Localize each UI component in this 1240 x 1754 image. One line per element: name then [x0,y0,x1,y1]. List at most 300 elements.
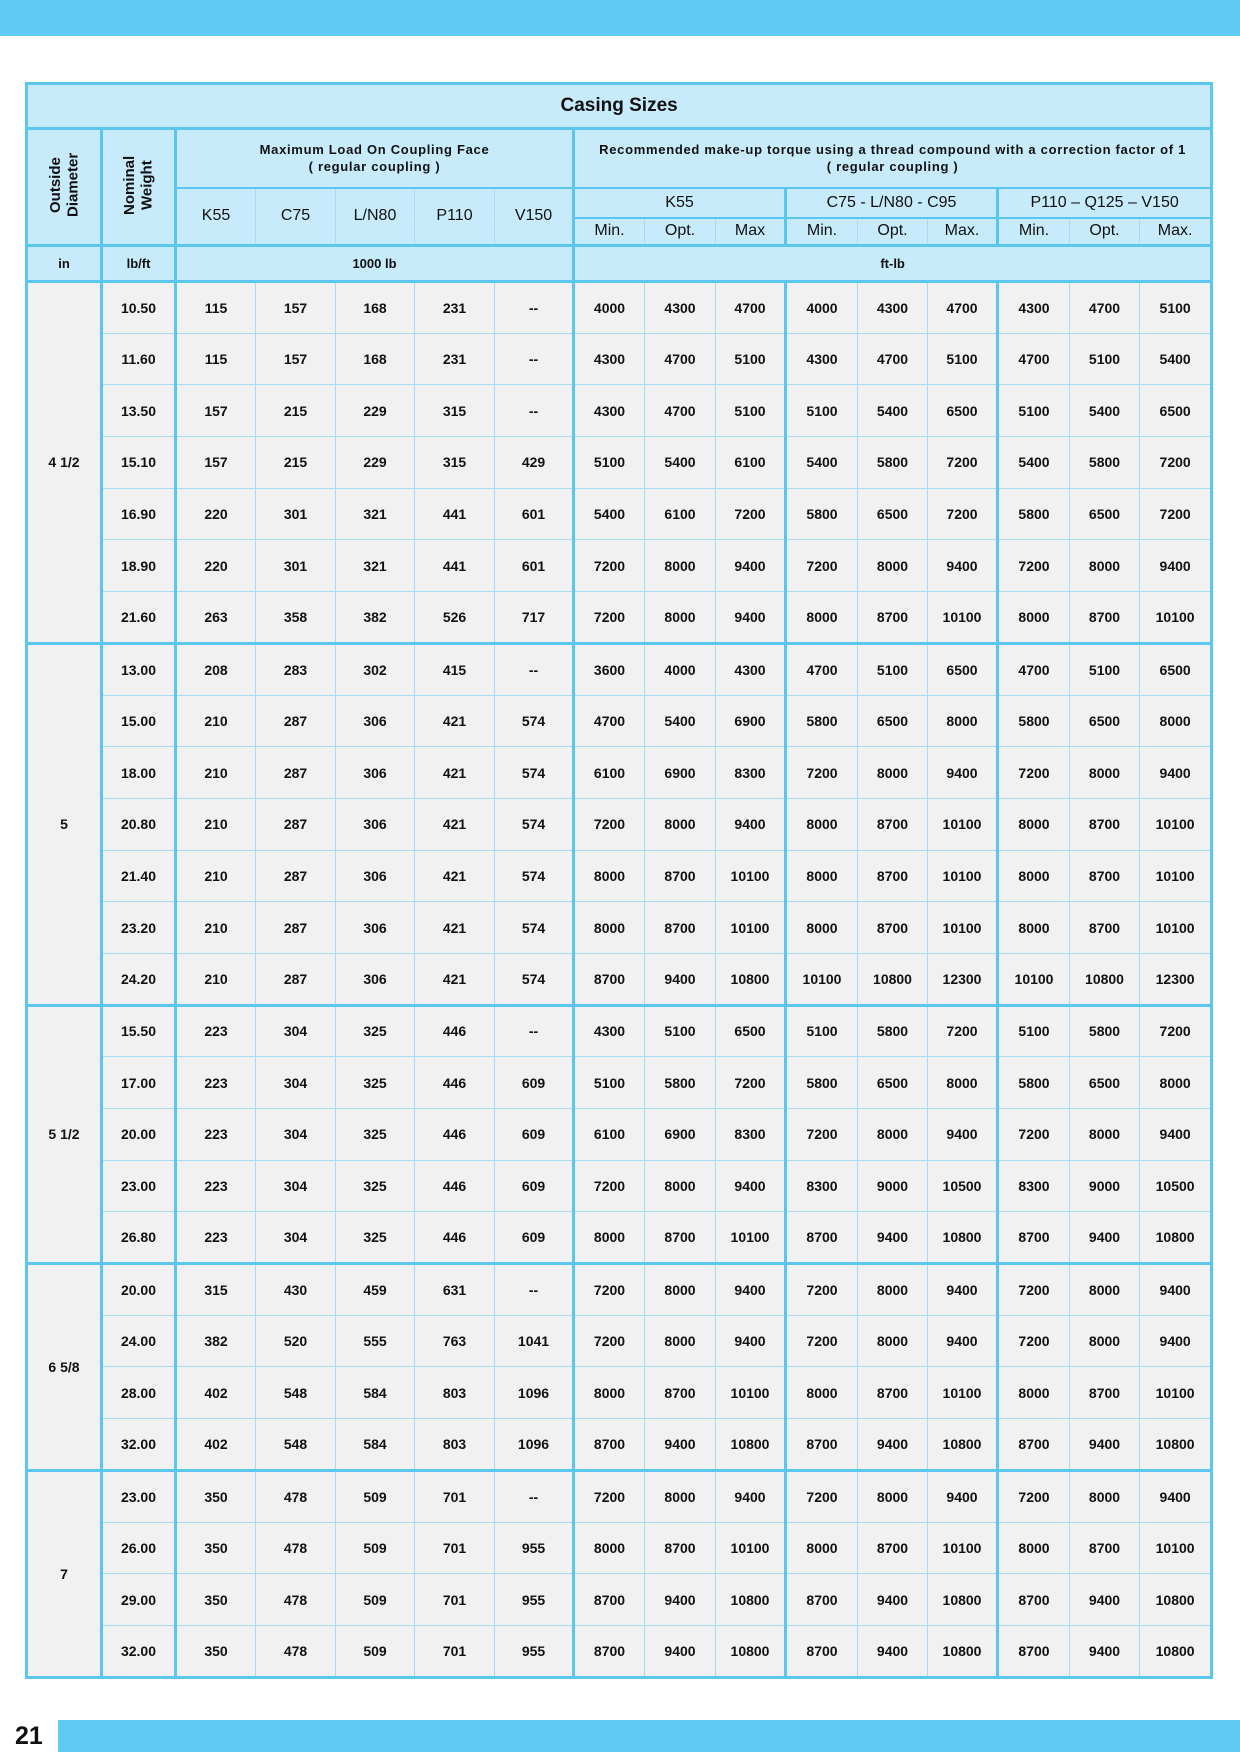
load-cell: 609 [495,1212,574,1264]
load-cell: 301 [256,488,336,540]
nominal-weight-cell: 23.00 [102,1470,176,1522]
torque-cell: 10800 [928,1625,998,1677]
load-cell: 574 [495,695,574,747]
load-cell: 478 [256,1470,336,1522]
torque-cell: 10100 [1140,902,1212,954]
load-cell: 325 [336,1212,415,1264]
load-unit: 1000 lb [176,246,574,282]
torque-cell: 8000 [858,747,928,799]
table-row [27,1005,1212,1057]
load-cell: 548 [256,1419,336,1471]
torque-cell: 8000 [574,902,645,954]
torque-cell: 8000 [786,850,858,902]
torque-cell: 4300 [574,333,645,385]
table-row [27,850,1212,902]
torque-cell: 4700 [998,643,1070,695]
torque-cell: 7200 [1140,437,1212,489]
table-row [27,902,1212,954]
outside-diameter-label: Outside Diameter [46,152,81,217]
torque-cell: 5800 [1070,437,1140,489]
load-cell: 429 [495,437,574,489]
torque-cell: 9400 [716,1160,786,1212]
torque-cell: 8000 [786,1522,858,1574]
torque-cell: 10100 [716,902,786,954]
table-row [27,695,1212,747]
table-row [27,1315,1212,1367]
casing-sizes-table [25,82,1213,1679]
load-cell: 301 [256,540,336,592]
torque-cell: 8700 [1070,1522,1140,1574]
torque-cell: 8000 [786,592,858,644]
header-row-1 [27,129,1212,188]
load-cell: 358 [256,592,336,644]
load-cell: 548 [256,1367,336,1419]
load-cell: 509 [336,1470,415,1522]
torque-cell: 10800 [716,1574,786,1626]
torque-cell: 9400 [1140,747,1212,799]
load-cell: 350 [176,1522,256,1574]
table-row [27,1470,1212,1522]
outside-diameter-cell: 5 [27,643,102,1005]
torque-cell: 8700 [1070,902,1140,954]
torque-cell: 9400 [645,1625,716,1677]
torque-cell: 8000 [645,540,716,592]
torque-cell: 8700 [998,1419,1070,1471]
table-row [27,540,1212,592]
load-cell: 168 [336,333,415,385]
torque-cell: 6500 [1140,385,1212,437]
torque-cell: 5100 [1070,643,1140,695]
torque-cell: 5100 [786,1005,858,1057]
torque-cell: 5800 [786,695,858,747]
torque-cell: 9400 [1140,1315,1212,1367]
load-cell: 955 [495,1522,574,1574]
torque-cell: 5100 [574,437,645,489]
load-cell: 509 [336,1625,415,1677]
nominal-weight-cell: 23.00 [102,1160,176,1212]
load-cell: 701 [415,1470,495,1522]
load-cell: 315 [415,437,495,489]
torque-cell: 7200 [998,1264,1070,1316]
torque-cell: 8000 [998,850,1070,902]
torque-cell: 5100 [716,333,786,385]
torque-cell: 5400 [1070,385,1140,437]
load-cell: 304 [256,1109,336,1161]
nominal-weight-header [102,129,176,246]
torque-cell: 6500 [1140,643,1212,695]
torque-cell: 8000 [786,1367,858,1419]
nominal-weight-cell: 29.00 [102,1574,176,1626]
torque-cell: 8700 [858,902,928,954]
nominal-weight-cell: 20.00 [102,1109,176,1161]
torque-cell: 10500 [928,1160,998,1212]
load-cell: 321 [336,488,415,540]
torque-cell: 10100 [1140,1367,1212,1419]
torque-cell: 4300 [574,1005,645,1057]
torque-cell: 10800 [1140,1419,1212,1471]
load-cell: 215 [256,437,336,489]
weight-unit: lb/ft [102,246,176,282]
torque-cell: 7200 [786,747,858,799]
c75-min-header: Min. [786,218,858,246]
torque-cell: 10500 [1140,1160,1212,1212]
torque-cell: 9000 [1070,1160,1140,1212]
torque-cell: 7200 [998,1315,1070,1367]
torque-cell: 6100 [645,488,716,540]
torque-cell: 7200 [928,437,998,489]
top-accent-bar [0,0,1240,36]
torque-cell: 4700 [574,695,645,747]
torque-cell: 10800 [716,1419,786,1471]
torque-cell: 8700 [645,902,716,954]
load-cell: 350 [176,1574,256,1626]
torque-cell: 9400 [716,798,786,850]
p110-min-header: Min. [998,218,1070,246]
torque-cell: 9400 [716,592,786,644]
torque-cell: 8000 [858,540,928,592]
load-cell: 350 [176,1470,256,1522]
load-cell: 441 [415,488,495,540]
torque-cell: 8000 [645,1470,716,1522]
torque-cell: 9400 [928,1109,998,1161]
torque-cell: 9400 [1070,1574,1140,1626]
table-row [27,592,1212,644]
load-cell: 157 [256,282,336,334]
load-cell: 220 [176,540,256,592]
torque-cell: 7200 [1140,488,1212,540]
torque-cell: 5800 [998,695,1070,747]
torque-cell: 6100 [574,747,645,799]
load-cell: 208 [176,643,256,695]
torque-cell: 7200 [786,1264,858,1316]
torque-cell: 4700 [1070,282,1140,334]
torque-cell: 7200 [574,1470,645,1522]
torque-cell: 8000 [1070,1264,1140,1316]
torque-title: Recommended make-up torque using a thread compound with a correction factor of 1 [599,142,1187,158]
outside-diameter-cell: 7 [27,1470,102,1677]
max-load-title: Maximum Load On Coupling Face [259,142,490,158]
outside-diameter-cell: 4 1/2 [27,282,102,644]
nominal-weight-cell: 18.00 [102,747,176,799]
torque-cell: 12300 [928,953,998,1005]
torque-cell: 8000 [574,1367,645,1419]
torque-cell: 8700 [645,850,716,902]
torque-cell: 8000 [998,902,1070,954]
load-cell: -- [495,1005,574,1057]
torque-cell: 9400 [716,540,786,592]
torque-cell: 10800 [1070,953,1140,1005]
torque-cell: 5100 [645,1005,716,1057]
load-cell: 421 [415,902,495,954]
load-cell: 287 [256,798,336,850]
torque-cell: 7200 [574,592,645,644]
torque-cell: 8700 [786,1419,858,1471]
torque-cell: 8700 [1070,592,1140,644]
load-cell: 306 [336,902,415,954]
load-cell: 306 [336,953,415,1005]
torque-cell: 5400 [645,695,716,747]
torque-cell: 10800 [1140,1212,1212,1264]
nominal-weight-cell: 13.00 [102,643,176,695]
torque-cell: 8000 [1070,747,1140,799]
load-cell: 325 [336,1109,415,1161]
torque-cell: 7200 [574,540,645,592]
torque-cell: 10100 [716,1212,786,1264]
load-cell: 459 [336,1264,415,1316]
torque-cell: 6500 [1070,695,1140,747]
torque-cell: 4700 [928,282,998,334]
torque-cell: 9400 [1140,540,1212,592]
torque-cell: 5800 [645,1057,716,1109]
torque-cell: 8700 [786,1212,858,1264]
torque-cell: 8000 [574,850,645,902]
torque-cell: 8700 [1070,1367,1140,1419]
torque-cell: 9400 [1070,1212,1140,1264]
nominal-weight-cell: 28.00 [102,1367,176,1419]
load-cell: 601 [495,488,574,540]
table-row [27,282,1212,334]
torque-cell: 8000 [1140,695,1212,747]
diameter-unit: in [27,246,102,282]
load-cell: 302 [336,643,415,695]
torque-cell: 8300 [998,1160,1070,1212]
torque-cell: 8000 [998,798,1070,850]
torque-cell: 5800 [998,488,1070,540]
load-cell: 763 [415,1315,495,1367]
torque-cell: 8700 [574,953,645,1005]
torque-cell: 10800 [1140,1625,1212,1677]
torque-cell: 10100 [928,592,998,644]
torque-cell: 6500 [1070,1057,1140,1109]
load-cell: 215 [256,385,336,437]
torque-cell: 10100 [928,1522,998,1574]
torque-cell: 4000 [574,282,645,334]
torque-cell: 10800 [716,1625,786,1677]
load-cell: 478 [256,1574,336,1626]
nominal-weight-cell: 18.90 [102,540,176,592]
torque-cell: 7200 [786,1315,858,1367]
load-cell: 315 [176,1264,256,1316]
torque-cell: 10800 [716,953,786,1005]
torque-cell: 5400 [858,385,928,437]
torque-cell: 10100 [716,850,786,902]
torque-cell: 9400 [928,747,998,799]
torque-cell: 7200 [998,1109,1070,1161]
torque-cell: 5100 [858,643,928,695]
torque-cell: 6100 [716,437,786,489]
nominal-weight-cell: 15.00 [102,695,176,747]
table-row [27,1057,1212,1109]
load-cell: 283 [256,643,336,695]
torque-cell: 10100 [716,1522,786,1574]
load-cell: 115 [176,282,256,334]
table-row [27,385,1212,437]
load-cell: 421 [415,695,495,747]
torque-cell: 9400 [716,1315,786,1367]
torque-cell: 6500 [928,643,998,695]
load-cell: 168 [336,282,415,334]
load-cell: 325 [336,1160,415,1212]
load-cell: 509 [336,1574,415,1626]
torque-cell: 10800 [858,953,928,1005]
torque-cell: 8700 [574,1625,645,1677]
load-cell: 157 [176,437,256,489]
load-cell: 609 [495,1057,574,1109]
load-cell: 955 [495,1574,574,1626]
torque-cell: 8300 [716,1109,786,1161]
torque-cell: 8700 [1070,850,1140,902]
torque-cell: 6500 [928,385,998,437]
torque-cell: 8000 [858,1470,928,1522]
table-header [27,84,1212,282]
torque-cell: 8000 [998,1367,1070,1419]
torque-cell: 9400 [858,1212,928,1264]
table-row [27,1419,1212,1471]
load-cell: 304 [256,1212,336,1264]
load-cell: 304 [256,1057,336,1109]
load-cell: 287 [256,695,336,747]
torque-cell: 8000 [645,798,716,850]
table-row [27,1264,1212,1316]
load-cell: 223 [176,1005,256,1057]
torque-cell: 9400 [1140,1109,1212,1161]
k55-opt-header: Opt. [645,218,716,246]
load-cell: 223 [176,1160,256,1212]
torque-cell: 8000 [858,1315,928,1367]
load-cell: 526 [415,592,495,644]
k55-min-header: Min. [574,218,645,246]
load-cell: 701 [415,1625,495,1677]
torque-cell: 7200 [928,488,998,540]
table-row [27,1625,1212,1677]
nominal-weight-cell: 23.20 [102,902,176,954]
torque-cell: 5800 [858,437,928,489]
torque-cell: 10100 [1140,798,1212,850]
load-cell: 210 [176,747,256,799]
load-cell: 584 [336,1419,415,1471]
torque-cell: 4700 [998,333,1070,385]
load-cell: 446 [415,1005,495,1057]
nominal-weight-cell: 21.40 [102,850,176,902]
torque-cell: 5400 [645,437,716,489]
torque-cell: 4000 [645,643,716,695]
nominal-weight-cell: 26.80 [102,1212,176,1264]
torque-cell: 8700 [998,1625,1070,1677]
load-cell: 304 [256,1005,336,1057]
torque-cell: 6900 [645,747,716,799]
load-cell: 402 [176,1419,256,1471]
torque-cell: 9400 [1140,1470,1212,1522]
torque-cell: 12300 [1140,953,1212,1005]
nominal-weight-label: Nominal Weight [121,154,156,215]
torque-cell: 9400 [1070,1419,1140,1471]
load-cell: 1041 [495,1315,574,1367]
outside-diameter-header [27,129,102,246]
torque-cell: 5100 [1070,333,1140,385]
torque-cell: 8000 [1070,1109,1140,1161]
load-cell: 446 [415,1057,495,1109]
nominal-weight-cell: 17.00 [102,1057,176,1109]
torque-header [574,129,1212,188]
torque-cell: 5400 [786,437,858,489]
torque-cell: 7200 [716,1057,786,1109]
table-title: Casing Sizes [27,84,1212,129]
load-cell: 115 [176,333,256,385]
casing-sizes-sheet [25,82,1210,1679]
load-cell: 415 [415,643,495,695]
torque-cell: 8700 [786,1574,858,1626]
load-cell: 441 [415,540,495,592]
nominal-weight-cell: 11.60 [102,333,176,385]
load-cell: 446 [415,1212,495,1264]
load-cell: 421 [415,850,495,902]
torque-cell: 9400 [858,1574,928,1626]
load-cell: 574 [495,902,574,954]
load-cell: 701 [415,1522,495,1574]
table-row [27,1160,1212,1212]
nominal-weight-cell: 32.00 [102,1625,176,1677]
load-cell: 350 [176,1625,256,1677]
torque-cell: 9400 [858,1419,928,1471]
load-cell: 601 [495,540,574,592]
torque-cell: 5100 [574,1057,645,1109]
torque-cell: 8000 [1140,1057,1212,1109]
load-cell: 287 [256,850,336,902]
load-cell: 717 [495,592,574,644]
torque-cell: 7200 [574,1264,645,1316]
load-cell: 478 [256,1522,336,1574]
torque-cell: 10100 [928,798,998,850]
torque-cell: 4300 [716,643,786,695]
outside-diameter-cell: 5 1/2 [27,1005,102,1263]
load-cell: 609 [495,1160,574,1212]
torque-cell: 8700 [645,1522,716,1574]
torque-cell: 8700 [1070,798,1140,850]
load-cell: 321 [336,540,415,592]
torque-cell: 7200 [786,1470,858,1522]
page-number: 21 [15,1722,43,1750]
load-cell: 325 [336,1005,415,1057]
table-row [27,643,1212,695]
torque-unit: ft-lb [574,246,1212,282]
torque-cell: 7200 [574,798,645,850]
nominal-weight-cell: 26.00 [102,1522,176,1574]
torque-cell: 9400 [928,1264,998,1316]
torque-cell: 7200 [998,747,1070,799]
load-cell: 210 [176,953,256,1005]
torque-cell: 8000 [786,902,858,954]
load-cell: 210 [176,798,256,850]
load-cell: 803 [415,1419,495,1471]
nominal-weight-cell: 24.00 [102,1315,176,1367]
torque-cell: 8700 [574,1574,645,1626]
load-cell: 306 [336,850,415,902]
p110-opt-header: Opt. [1070,218,1140,246]
torque-cell: 8700 [998,1212,1070,1264]
load-cell: 220 [176,488,256,540]
load-cell: 574 [495,953,574,1005]
load-cell: 478 [256,1625,336,1677]
torque-cell: 8700 [858,850,928,902]
torque-cell: 8000 [998,1522,1070,1574]
load-cell: 555 [336,1315,415,1367]
torque-cell: 4700 [645,385,716,437]
load-cell: 574 [495,798,574,850]
load-cell: 306 [336,747,415,799]
torque-cell: 7200 [786,540,858,592]
load-cell: -- [495,385,574,437]
load-cell: 223 [176,1057,256,1109]
